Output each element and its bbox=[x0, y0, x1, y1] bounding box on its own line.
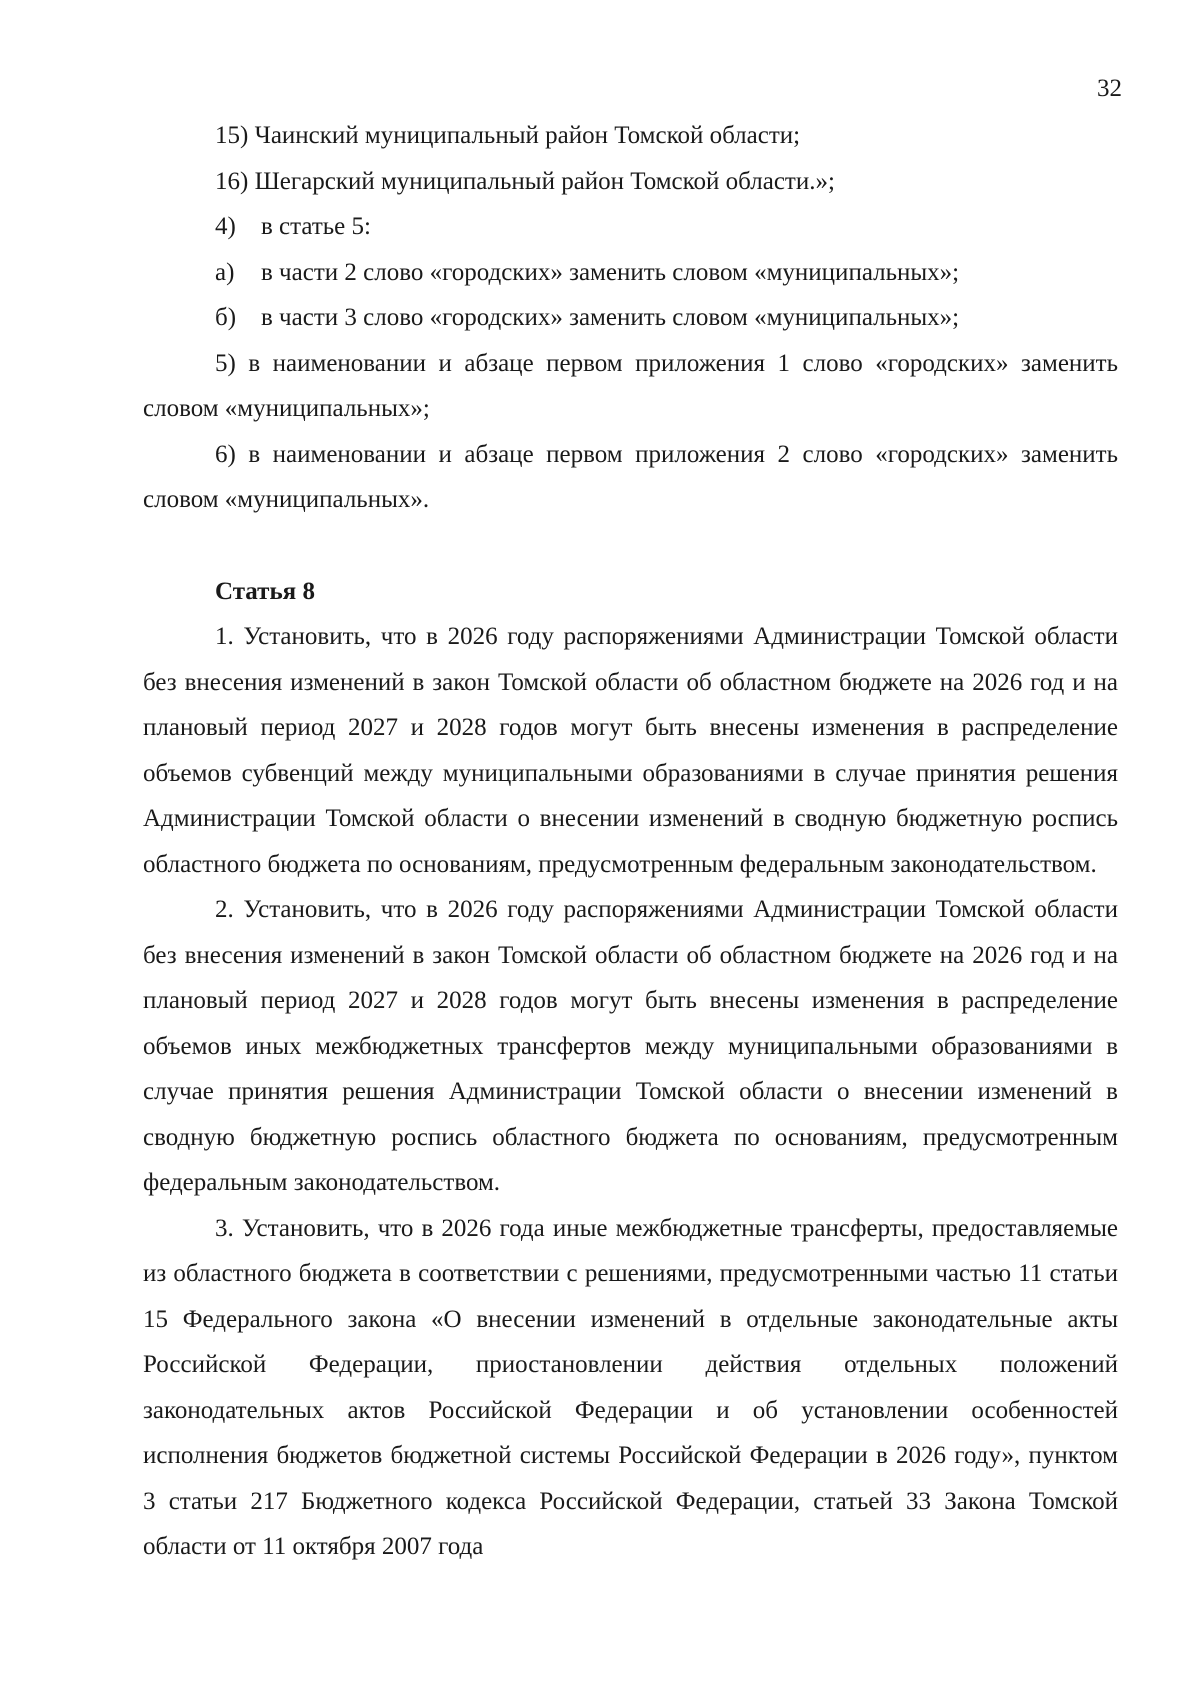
list-item-16 bbox=[143, 159, 1118, 205]
document-body bbox=[143, 113, 1118, 1570]
list-item-text: 15) Чаинский муниципальный район Томской области; bbox=[215, 122, 801, 149]
article-paragraph-2: 2. Установить, что в 2026 году распоряжениями Администрации Томской области без внесения изменений в закон Томской области об областном бюджете на 2026 год и на плановый период 2027 и 2028 годов могут быть внесены изменения в распределение объемов иных межбюджетных трансфертов между муниципальными образованиями в случае принятия решения Администрации Томской области о внесении изменений в сводную бюджетную роспись областного бюджета по основаниям, предусмотренным федеральным законодательством. bbox=[143, 896, 1118, 1196]
list-item-number: 4) bbox=[215, 213, 236, 240]
list-item-a bbox=[143, 250, 1118, 296]
page-number: 32 bbox=[1097, 75, 1122, 102]
list-item-text: 16) Шегарский муниципальный район Томской области.»; bbox=[215, 167, 835, 195]
article-paragraph-3: 3. Установить, что в 2026 года иные межбюджетные трансферты, предоставляемые из областного бюджета в соответствии с решениями, предусмотренными частью 11 статьи 15 Федерального закона «О внесении изменений в отдельные законодательные акты Российской Федерации, приостановлении действия отдельных положений законодательных актов Российской Федерации и об установлении особенностей исполнения бюджетов бюджетной системы Российской Федерации в 2026 году», пунктом 3 статьи 217 Бюджетного кодекса Российской Федерации, статьей 33 Закона Томской области от 11 октября 2007 года bbox=[143, 1214, 1118, 1560]
list-item-number: б) bbox=[215, 304, 237, 331]
list-item-text: в части 2 слово «городских» заменить словом «муниципальных»; bbox=[261, 258, 960, 286]
list-item-number: а) bbox=[215, 258, 235, 286]
list-item-text: в части 3 слово «городских» заменить словом «муниципальных»; bbox=[261, 304, 960, 331]
paragraph-item-5: 5) в наименовании и абзаце первом приложения 1 слово «городских» заменить словом «муниципальных»; bbox=[143, 349, 1118, 422]
list-item-4 bbox=[143, 204, 1118, 250]
article-heading: Статья 8 bbox=[215, 577, 315, 605]
paragraph-item-6: 6) в наименовании и абзаце первом приложения 2 слово «городских» заменить словом «муниципальных». bbox=[143, 440, 1118, 513]
list-item-15 bbox=[143, 113, 1118, 159]
list-item-b bbox=[143, 295, 1118, 341]
list-item-text: в статье 5: bbox=[261, 213, 371, 240]
article-paragraph-1: 1. Установить, что в 2026 году распоряжениями Администрации Томской области без внесения изменений в закон Томской области об областном бюджете на 2026 год и на плановый период 2027 и 2028 годов могут быть внесены изменения в распределение объемов субвенций между муниципальными образованиями в случае принятия решения Администрации Томской области о внесении изменений в сводную бюджетную роспись областного бюджета по основаниям, предусмотренным федеральным законодательством. bbox=[143, 623, 1118, 878]
